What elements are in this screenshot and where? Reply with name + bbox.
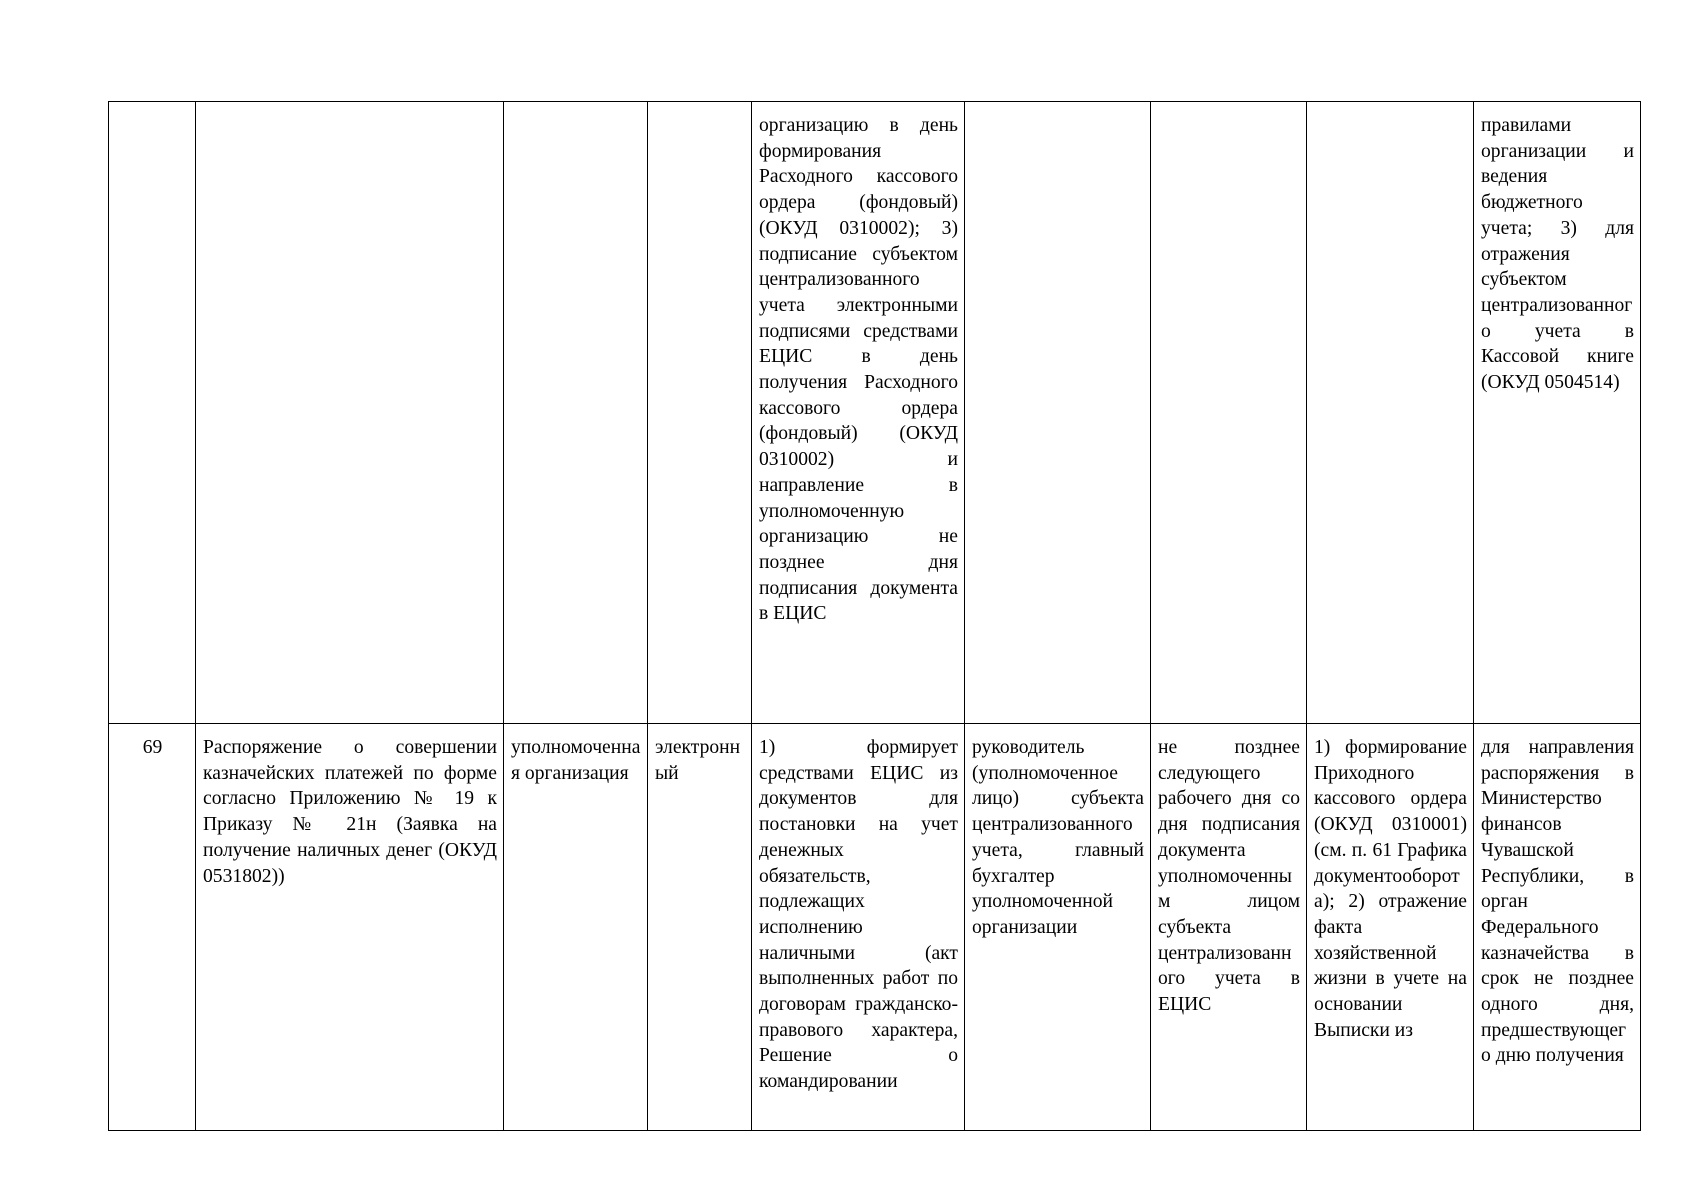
table-row: [109, 724, 1641, 1131]
form-cell: [648, 102, 752, 724]
form-cell: электронный: [648, 724, 752, 1131]
row-number-cell: 69: [109, 724, 196, 1131]
executor-cell: [504, 102, 648, 724]
result-cell: 1) формирование Приходного кассового ордера (ОКУД 0310001) (см. п. 61 Графика документооборота); 2) отражение факта хозяйственной жизни в учете на основании Выписки из: [1307, 724, 1474, 1131]
process-cell: 1) формирует средствами ЕЦИС из документов для постановки на учет денежных обязательств, подлежащих исполнению наличными (акт выполненных работ по договорам гражданско-правового характера, Решение о командировании: [752, 724, 965, 1131]
deadline-cell: [1151, 102, 1307, 724]
process-cell: организацию в день формирования Расходного кассового ордера (фондовый) (ОКУД 0310002); 3) подписание субъектом централизованного учета электронными подписями средствами ЕЦИС в день получения Расходного кассового ордера (фондовый) (ОКУД 0310002) и направление в уполномоченную организацию не позднее дня подписания документа в ЕЦИС: [752, 102, 965, 724]
document-table: [108, 101, 1641, 1131]
result-cell: [1307, 102, 1474, 724]
deadline-cell: не позднее следующего рабочего дня со дня подписания документа уполномоченным лицом субъекта централизованного учета в ЕЦИС: [1151, 724, 1307, 1131]
document-name-cell: Распоряжение о совершении казначейских платежей по форме согласно Приложению № 19 к Приказу № 21н (Заявка на получение наличных денег (ОКУД 0531802)): [196, 724, 504, 1131]
purpose-cell: для направления распоряжения в Министерство финансов Чувашской Республики, в орган Федерального казначейства в срок не позднее одного дня, предшествующего дню получения: [1474, 724, 1641, 1131]
document-name-cell: [196, 102, 504, 724]
signer-cell: [965, 102, 1151, 724]
signer-cell: руководитель (уполномоченное лицо) субъекта централизованного учета, главный бухгалтер уполномоченной организации: [965, 724, 1151, 1131]
table-row: [109, 102, 1641, 724]
purpose-cell: правилами организации и ведения бюджетного учета; 3) для отражения субъектом централизованного учета в Кассовой книге (ОКУД 0504514): [1474, 102, 1641, 724]
executor-cell: уполномоченная организация: [504, 724, 648, 1131]
row-number-cell: [109, 102, 196, 724]
